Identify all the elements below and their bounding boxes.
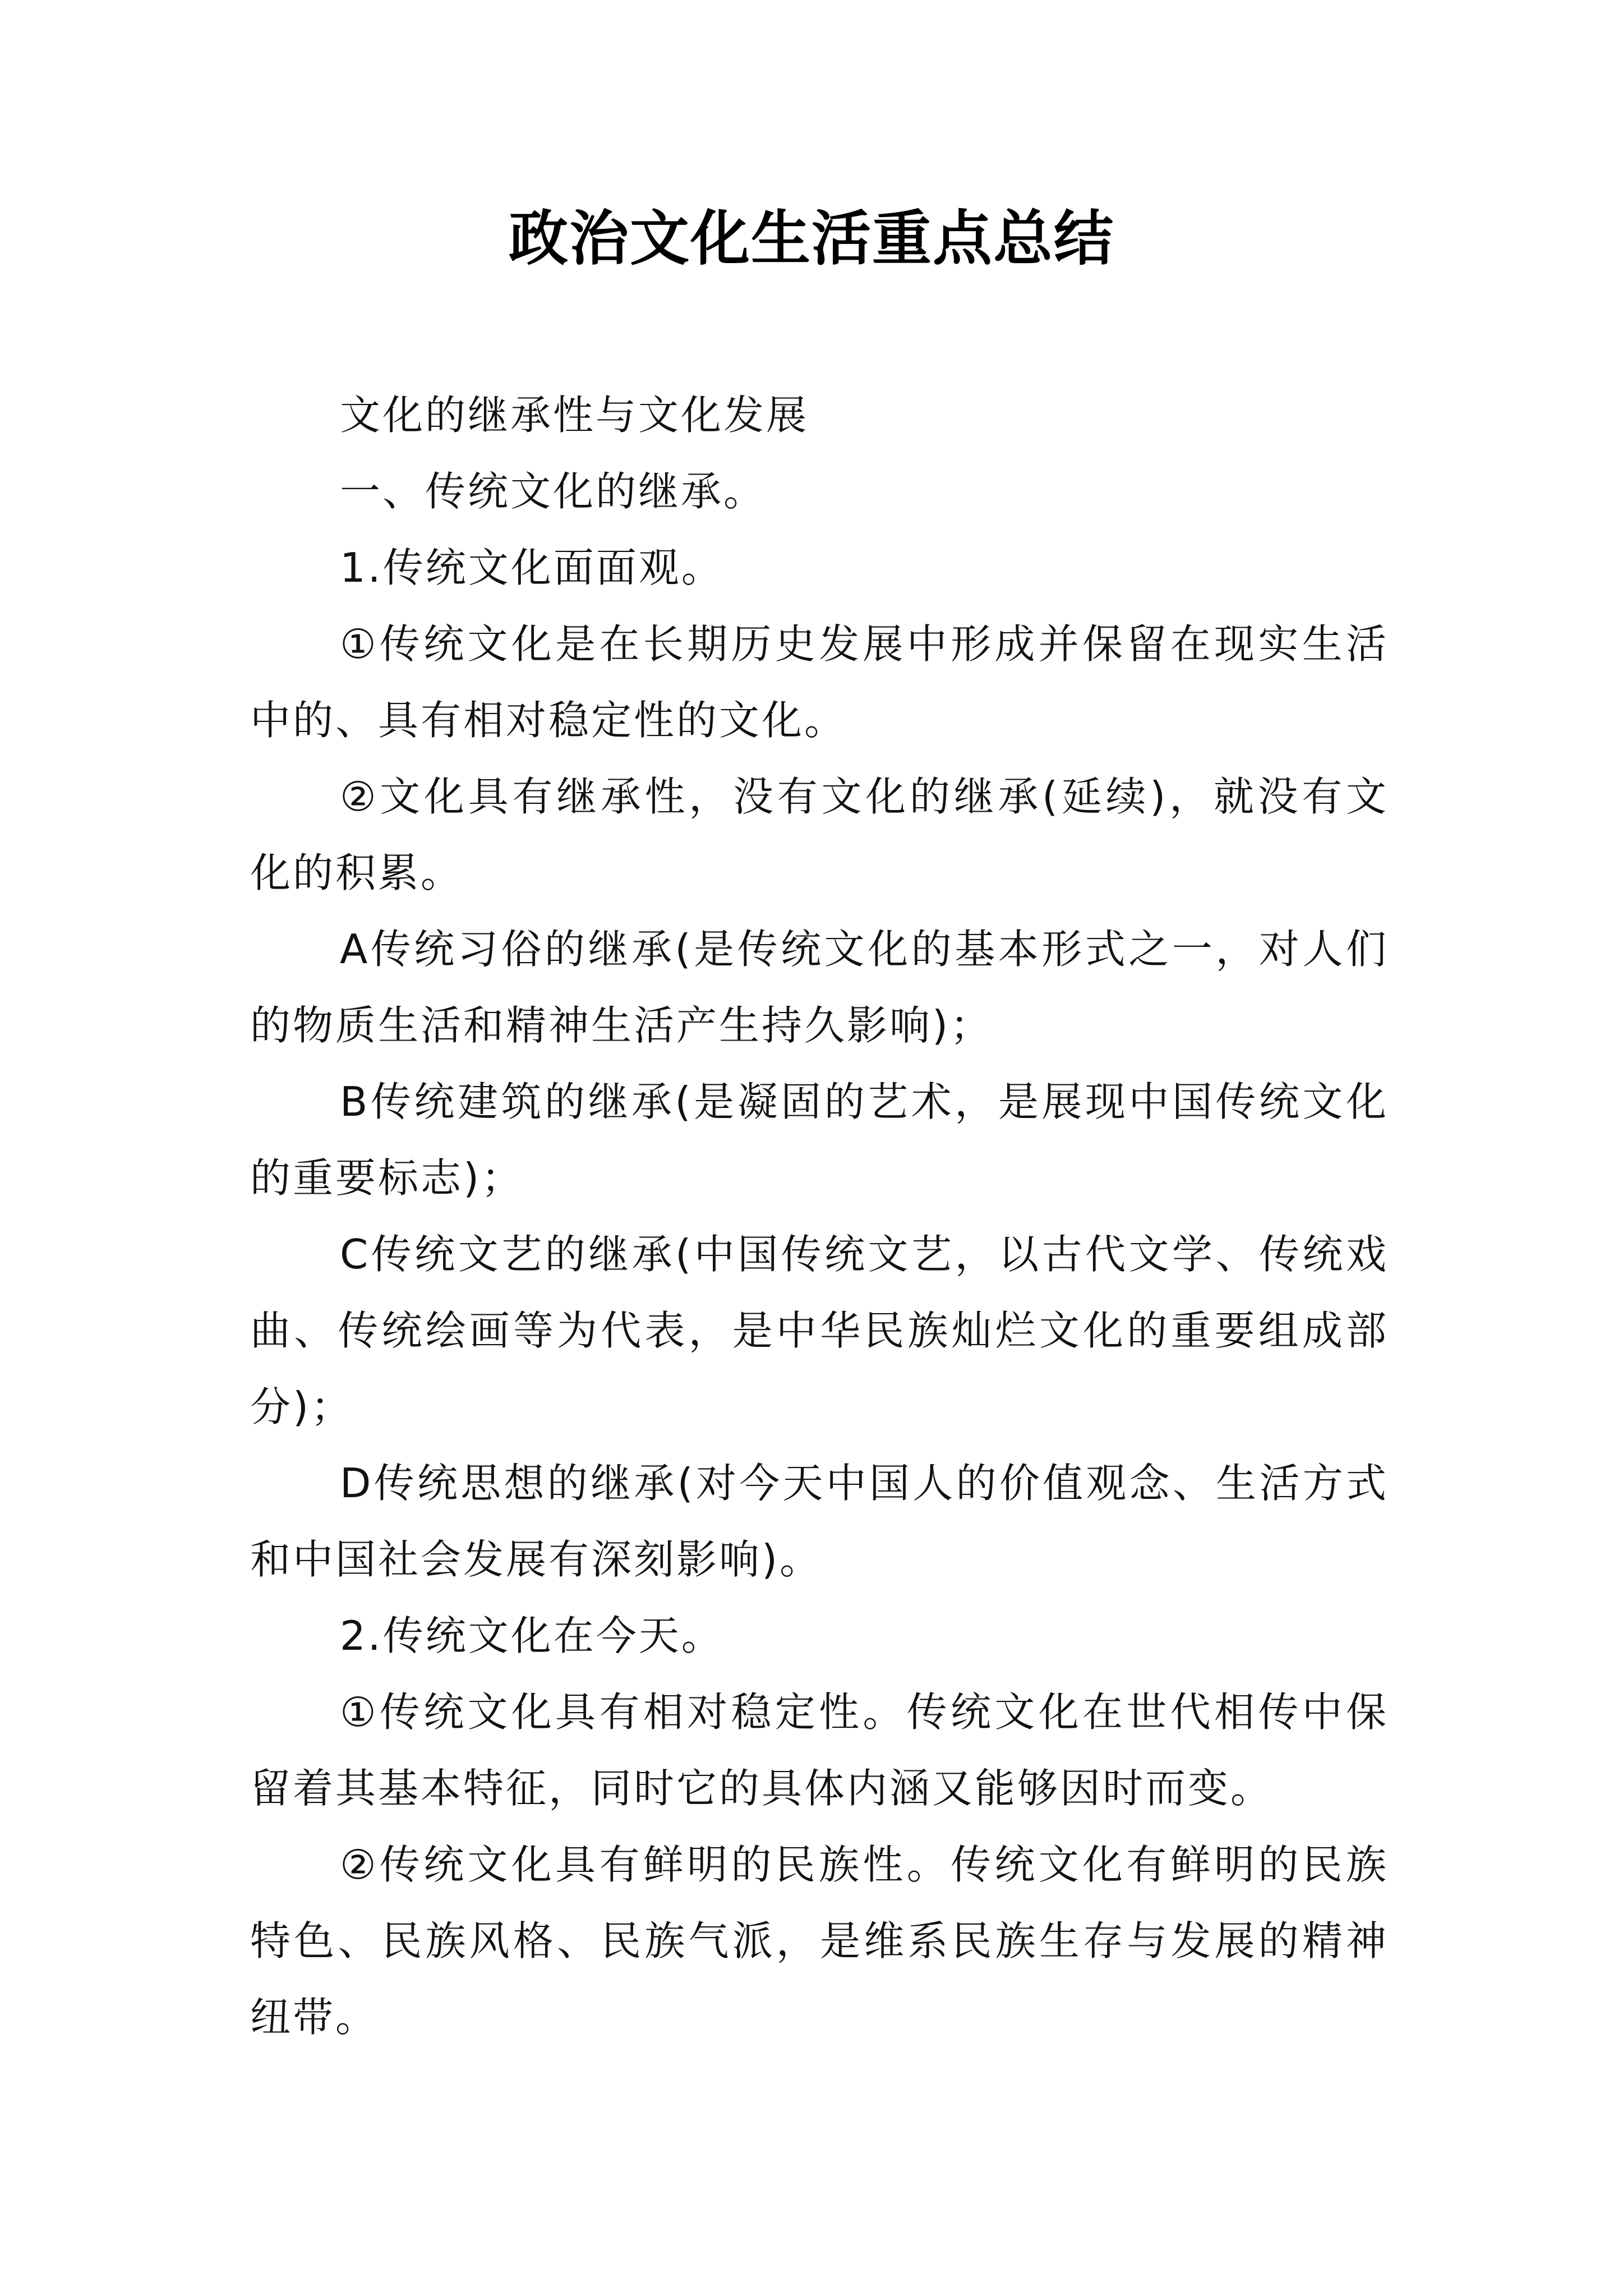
- paragraph-5: ②文化具有继承性，没有文化的继承(延续)，就没有文化的积累。: [250, 773, 1389, 896]
- paragraph-2: 一、传统文化的继承。: [340, 468, 767, 515]
- paragraph-3: 1.传统文化面面观。: [340, 544, 724, 591]
- document-title: 政治文化生活重点总结: [509, 203, 1114, 273]
- paragraph-9: D传统思想的继承(对今天中国人的价值观念、生活方式和中国社会发展有深刻影响)。: [250, 1460, 1389, 1583]
- paragraph-10: 2.传统文化在今天。: [340, 1612, 724, 1659]
- paragraph-12: ②传统文化具有鲜明的民族性。传统文化有鲜明的民族特色、民族风格、民族气派，是维系民族生存与发展的精神纽带。: [250, 1841, 1389, 2041]
- document-body: [250, 377, 1389, 2055]
- paragraph-1: 文化的继承性与文化发展: [340, 392, 809, 439]
- paragraph-4: ①传统文化是在长期历史发展中形成并保留在现实生活中的、具有相对稳定性的文化。: [250, 620, 1389, 744]
- paragraph-11: ①传统文化具有相对稳定性。传统文化在世代相传中保留着其基本特征，同时它的具体内涵又能够因时而变。: [250, 1688, 1389, 1812]
- paragraph-6: A传统习俗的继承(是传统文化的基本形式之一，对人们的物质生活和精神生活产生持久影响)；: [250, 926, 1389, 1049]
- paragraph-7: B传统建筑的继承(是凝固的艺术，是展现中国传统文化的重要标志)；: [250, 1078, 1389, 1202]
- paragraph-8: C传统文艺的继承(中国传统文艺，以古代文学、传统戏曲、传统绘画等为代表，是中华民族灿烂文化的重要组成部分)；: [250, 1231, 1389, 1430]
